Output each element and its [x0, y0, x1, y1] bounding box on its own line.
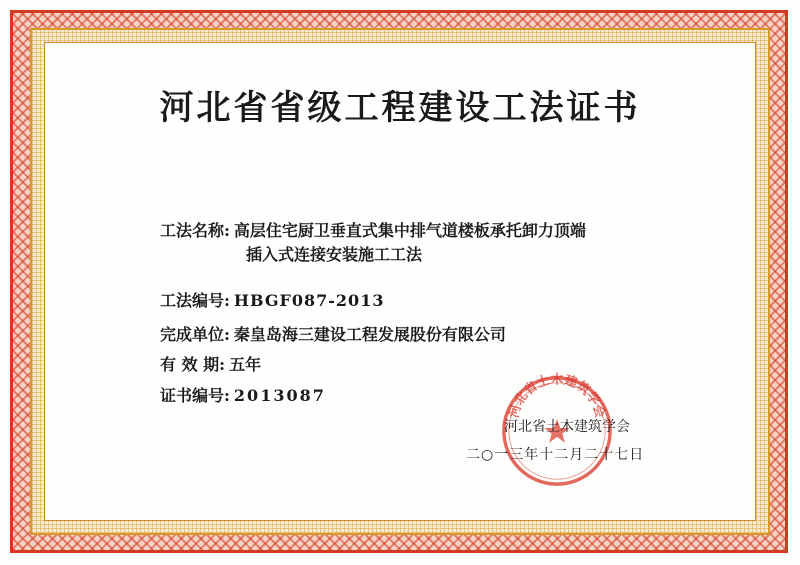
certificate-number-label: 证书编号:	[160, 386, 230, 405]
completion-unit-row	[160, 322, 506, 345]
method-name-label: 工法名称:	[160, 221, 230, 240]
issue-date: 二○一三年十二月二十七日	[466, 447, 645, 463]
certificate-title: 河北省省级工程建设工法证书	[159, 88, 641, 128]
validity-row	[160, 352, 261, 375]
method-name-value-continued: 插入式连接安装施工工法	[246, 245, 423, 264]
method-code-row	[160, 288, 384, 311]
svg-text:河北省土木建筑学会: 河北省土木建筑学会	[506, 372, 608, 420]
validity-value: 五年	[229, 355, 262, 374]
certificate-number-value: 2013087	[233, 386, 326, 405]
method-code-value: HBGF087-2013	[233, 291, 385, 310]
completion-unit-label: 完成单位:	[160, 325, 230, 344]
method-code-label: 工法编号:	[160, 291, 230, 310]
method-name-row	[160, 218, 586, 241]
issuer-name: 河北省土木建筑学会	[504, 419, 630, 435]
validity-label: 有 效 期:	[160, 355, 226, 374]
completion-unit-value: 秦皇岛海三建设工程发展股份有限公司	[233, 325, 506, 344]
method-name-value: 高层住宅厨卫垂直式集中排气道楼板承托卸力顶端	[233, 221, 586, 240]
certificate-number-row	[160, 383, 326, 406]
